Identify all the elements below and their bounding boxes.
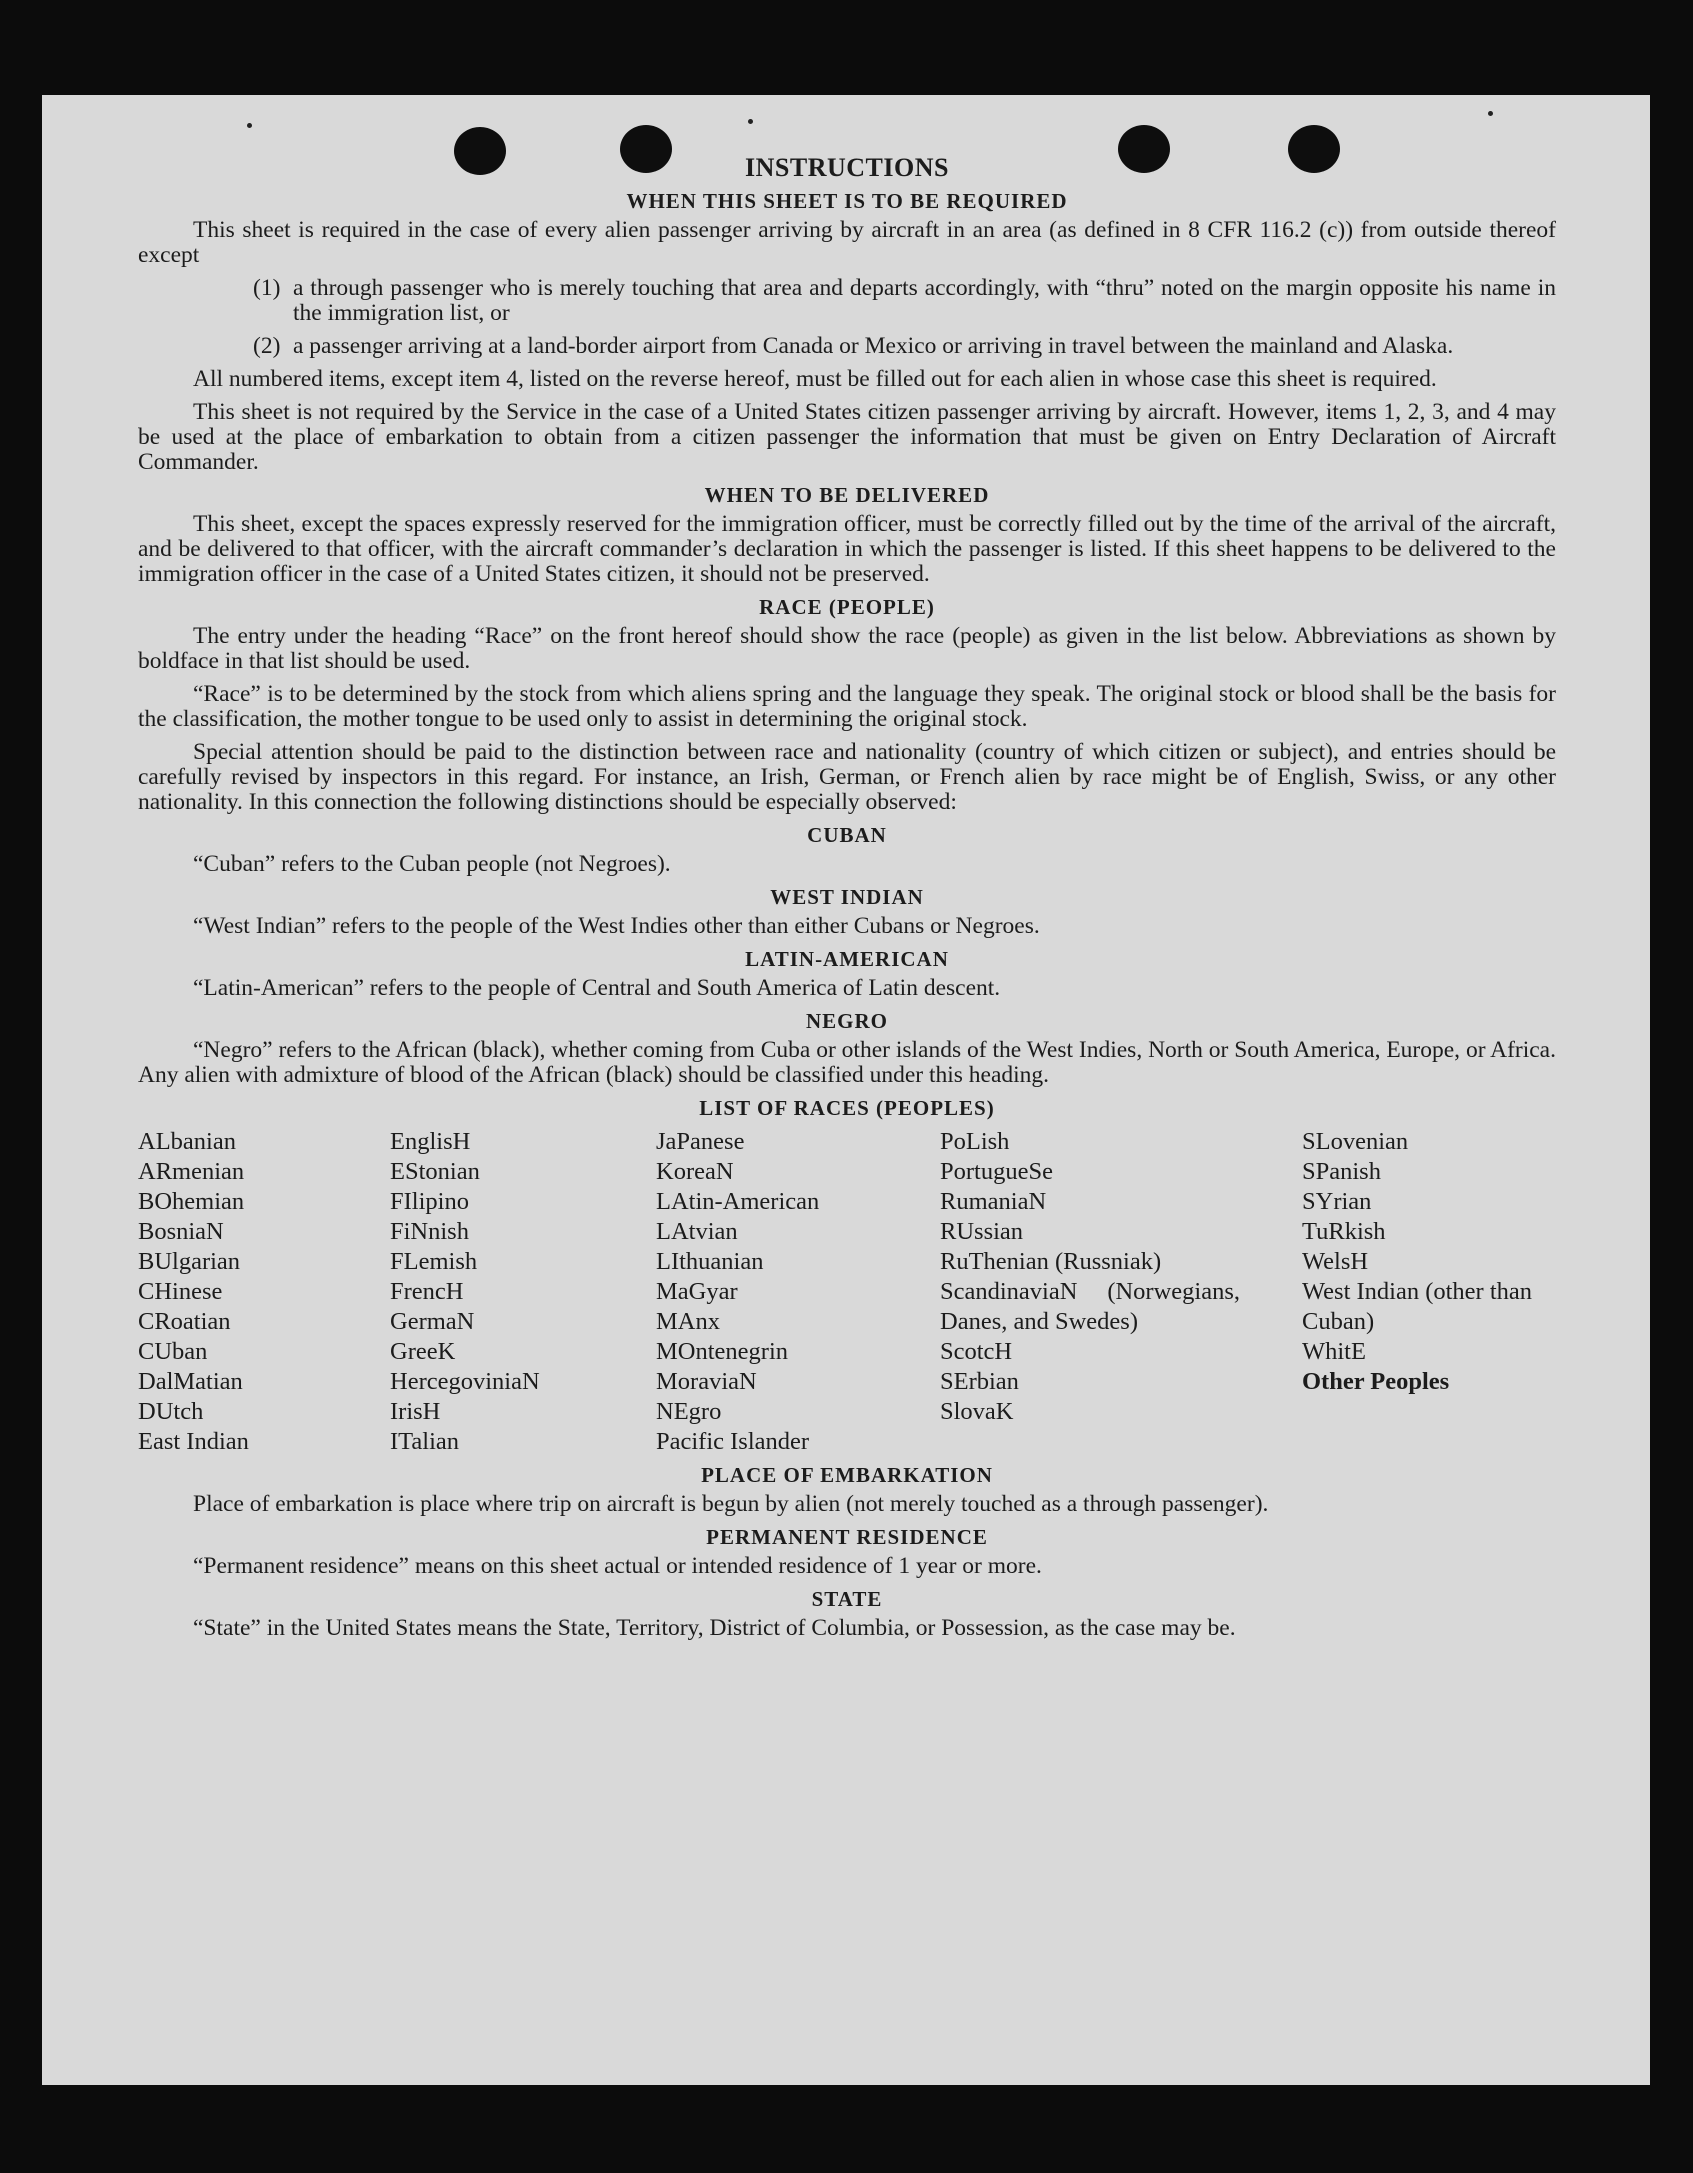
race-entry: WelsH — [1302, 1248, 1369, 1275]
section-heading: CUBAN — [807, 823, 887, 847]
race-entry: TuRkish — [1302, 1218, 1386, 1245]
list-item — [253, 276, 1556, 326]
race-entry: LAtin-American — [656, 1188, 820, 1215]
item-text: a passenger arriving at a land-border airport from Canada or Mexico or arriving in travel between the mainland and Alaska. — [293, 333, 1454, 359]
race-entry: ScotcH — [940, 1338, 1013, 1365]
race-entry: ARmenian — [138, 1158, 245, 1185]
race-entry: BOhemian — [138, 1188, 245, 1215]
races-column — [1302, 1127, 1548, 1457]
race-entry: CHinese — [138, 1278, 223, 1305]
race-entry: MaGyar — [656, 1278, 738, 1305]
section-heading: PERMANENT RESIDENCE — [706, 1525, 988, 1549]
section-heading: PLACE OF EMBARKATION — [701, 1463, 993, 1487]
punch-hole — [454, 127, 506, 175]
race-entry: IrisH — [390, 1398, 441, 1425]
paragraph: This sheet is required in the case of every alien passenger arriving by aircraft in an area (as defined in 8 CFR 116.2 (c)) from outside thereof except — [138, 217, 1556, 268]
paragraph: Special attention should be paid to the distinction between race and nationality (country of which citizen or subject), and entries should be carefully revised by inspectors in this regard. For instance, an Irish, German, or French alien by race might be of English, Swiss, or any other nationality. In this connection the following distinctions should be especially observed: — [138, 739, 1556, 815]
race-entry: JaPanese — [656, 1128, 745, 1155]
race-entry: FrencH — [390, 1278, 464, 1305]
race-entry: FiNnish — [390, 1218, 469, 1245]
race-entry: BosniaN — [138, 1218, 224, 1245]
section-heading: WHEN TO BE DELIVERED — [704, 483, 990, 507]
race-entry: RuThenian (Russniak) — [940, 1248, 1162, 1275]
item-number: (2) — [253, 333, 281, 359]
race-entry: FIlipino — [390, 1188, 469, 1215]
paragraph: This sheet is not required by the Service in the case of a United States citizen passenger arriving by aircraft. However, items 1, 2, 3, and 4 may be used at the place of embarkation to obtain from a citizen passenger the information that must be given on Entry Declaration of Aircraft Commander. — [138, 399, 1556, 475]
race-entry: FLemish — [390, 1248, 478, 1275]
paragraph: “Permanent residence” means on this sheet actual or intended residence of 1 year or more. — [193, 1553, 1042, 1579]
race-entry: EStonian — [390, 1158, 480, 1185]
race-entry: West Indian (other than Cuban) — [1302, 1278, 1533, 1335]
race-entry: KoreaN — [656, 1158, 734, 1185]
page-title: INSTRUCTIONS — [745, 153, 949, 182]
race-entry: PoLish — [940, 1128, 1010, 1155]
paragraph: All numbered items, except item 4, listed on the reverse hereof, must be filled out for each alien in whose case this sheet is required. — [193, 366, 1437, 392]
race-entry: SPanish — [1302, 1158, 1381, 1185]
document-sheet — [42, 95, 1650, 2085]
race-entry: Other Peoples — [1302, 1368, 1450, 1395]
race-entry: WhitE — [1302, 1338, 1366, 1365]
race-entry: PortugueSe — [940, 1158, 1053, 1185]
section-heading: STATE — [811, 1587, 883, 1611]
list-item — [253, 334, 1556, 359]
race-entry: NEgro — [656, 1398, 722, 1425]
race-entry: MoraviaN — [656, 1368, 757, 1395]
races-heading: LIST OF RACES (PEOPLES) — [699, 1096, 995, 1120]
race-entry: ITalian — [390, 1428, 460, 1455]
punch-hole — [1118, 125, 1170, 173]
section-heading: WEST INDIAN — [770, 885, 924, 909]
item-number: (1) — [253, 275, 281, 301]
race-entry: RUssian — [940, 1218, 1024, 1245]
races-column — [940, 1127, 1240, 1457]
paragraph: “Negro” refers to the African (black), whether coming from Cuba or other islands of the West Indies, North or South America, Europe, or Africa. Any alien with admixture of blood of the African (black) should be classified under this heading. — [138, 1037, 1556, 1088]
speck — [247, 123, 252, 128]
race-entry: East Indian — [138, 1428, 249, 1455]
paragraph: “Race” is to be determined by the stock from which aliens spring and the language they speak. The original stock or blood shall be the basis for the classification, the mother tongue to be used only to assist in determining the original stock. — [138, 681, 1556, 732]
race-entry: SErbian — [940, 1368, 1019, 1395]
race-entry: EnglisH — [390, 1128, 471, 1155]
race-entry: MOntenegrin — [656, 1338, 788, 1365]
paragraph: The entry under the heading “Race” on the front hereof should show the race (people) as given in the list below. Abbreviations as shown by boldface in that list should be used. — [138, 623, 1556, 674]
paragraph: Place of embarkation is place where trip on aircraft is begun by alien (not merely touched as a through passenger). — [193, 1491, 1269, 1517]
punch-hole — [620, 125, 672, 173]
speck — [748, 119, 753, 124]
race-entry: LIthuanian — [656, 1248, 764, 1275]
speck — [1488, 111, 1493, 116]
race-entry: HercegoviniaN — [390, 1368, 540, 1395]
race-entry: GermaN — [390, 1308, 475, 1335]
section-heading: NEGRO — [805, 1009, 888, 1033]
race-entry: ALbanian — [138, 1128, 236, 1155]
race-entry: LAtvian — [656, 1218, 738, 1245]
race-entry: SYrian — [1302, 1188, 1372, 1215]
race-entry: BUlgarian — [138, 1248, 241, 1275]
section-heading: WHEN THIS SHEET IS TO BE REQUIRED — [626, 189, 1068, 213]
race-entry: DalMatian — [138, 1368, 243, 1395]
section-heading: RACE (PEOPLE) — [759, 595, 935, 619]
race-entry: SLovenian — [1302, 1128, 1409, 1155]
race-entry: ScandinaviaN (Norwegians, Danes, and Swedes) — [940, 1278, 1240, 1335]
race-entry: Pacific Islander — [656, 1428, 810, 1455]
race-entry: CRoatian — [138, 1308, 231, 1335]
paragraph: “State” in the United States means the State, Territory, District of Columbia, or Possession, as the case may be. — [193, 1615, 1236, 1641]
races-list — [138, 1127, 1556, 1457]
races-column — [656, 1127, 940, 1457]
paragraph: “Latin-American” refers to the people of Central and South America of Latin descent. — [193, 975, 1001, 1001]
race-entry: SlovaK — [940, 1398, 1014, 1425]
item-text: a through passenger who is merely touching that area and departs accordingly, with “thru” noted on the margin opposite his name in the immigration list, or — [293, 275, 1556, 326]
races-column — [390, 1127, 656, 1457]
race-entry: GreeK — [390, 1338, 456, 1365]
paragraph: This sheet, except the spaces expressly reserved for the immigration officer, must be correctly filled out by the time of the arrival of the aircraft, and be delivered to that officer, with the aircraft commander’s declaration in which the passenger is listed. If this sheet happens to be delivered to the immigration officer in the case of a United States citizen, it should not be preserved. — [138, 511, 1556, 587]
race-entry: CUban — [138, 1338, 208, 1365]
race-entry: MAnx — [656, 1308, 720, 1335]
paragraph: “Cuban” refers to the Cuban people (not Negroes). — [193, 851, 671, 877]
races-column — [138, 1127, 390, 1457]
race-entry: DUtch — [138, 1398, 204, 1425]
punch-hole — [1288, 125, 1340, 173]
paragraph: “West Indian” refers to the people of the West Indies other than either Cubans or Negroes. — [193, 913, 1040, 939]
section-heading: LATIN-AMERICAN — [745, 947, 949, 971]
race-entry: RumaniaN — [940, 1188, 1047, 1215]
